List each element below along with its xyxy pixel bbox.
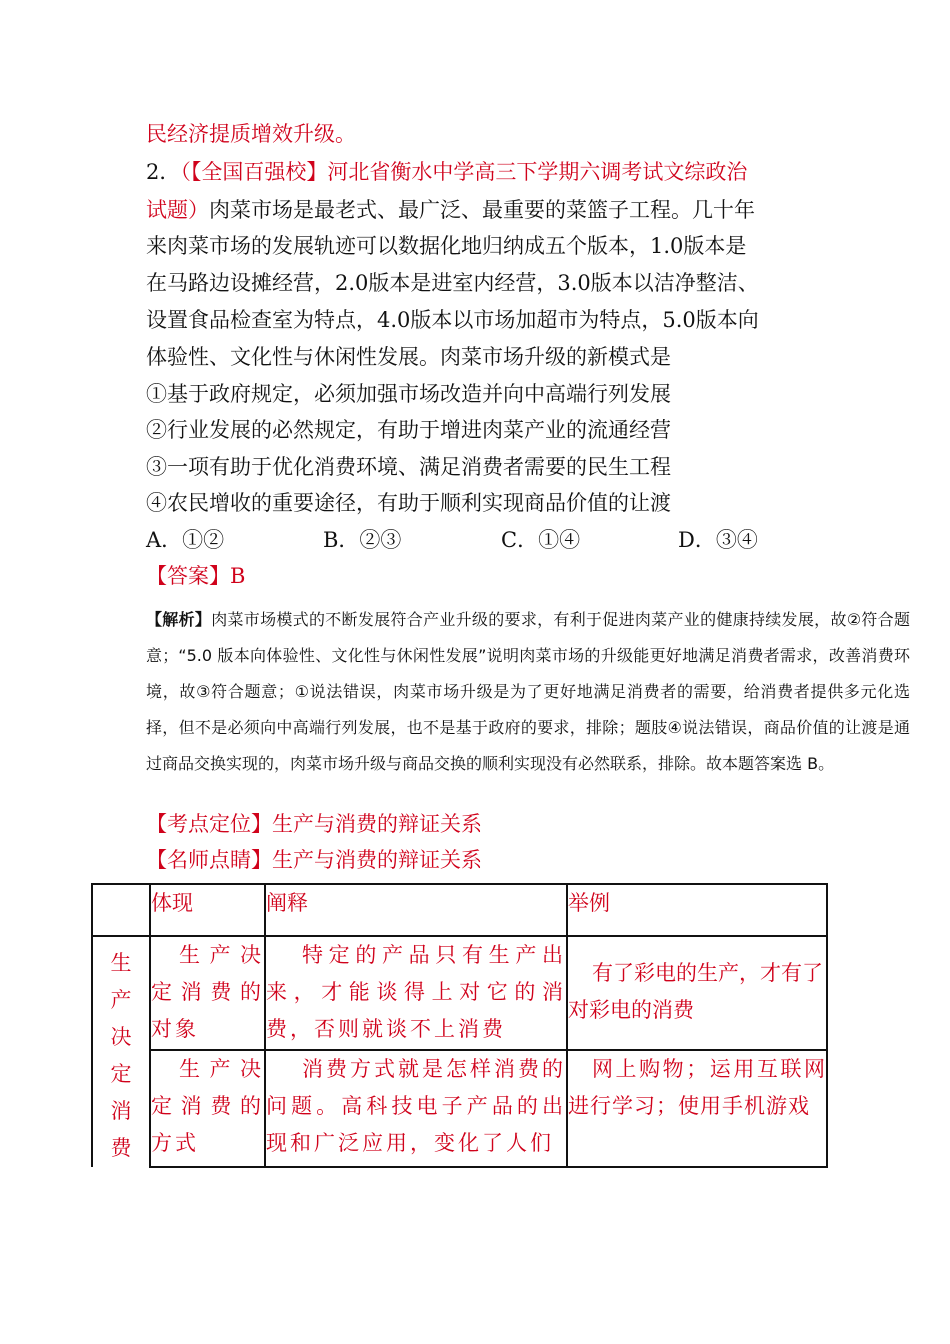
option-c: C．①④ xyxy=(501,528,581,552)
statement-item: ③一项有助于优化消费环境、满足消费者需要的民生工程 xyxy=(146,455,671,479)
header-example: 举例 xyxy=(567,884,827,936)
header-aspect: 体现 xyxy=(150,884,265,936)
question-stem-line: 试题）肉菜市场是最老式、最广泛、最重要的菜篮子工程。几十年 xyxy=(146,198,755,222)
relation-table xyxy=(91,883,828,1168)
answer-value: B xyxy=(230,564,246,588)
statement-item: ②行业发展的必然规定，有助于增进肉菜产业的流通经营 xyxy=(146,418,671,442)
kaodian-label: 【考点定位】 xyxy=(146,812,272,836)
answer-line xyxy=(146,558,245,594)
cell-explain: 特定的产品只有生产出来，才能谈得上对它的消费，否则就谈不上消费 xyxy=(265,936,567,1050)
table-row xyxy=(92,1050,827,1167)
statement-item: ④农民增收的重要途径，有助于顺利实现商品价值的让渡 xyxy=(146,491,671,515)
question-header xyxy=(146,154,747,190)
question-number: 2． xyxy=(146,160,181,184)
group-label: 生 产 决 定 消 费 xyxy=(92,936,150,1167)
mingshi-label: 【名师点睛】 xyxy=(146,848,272,872)
header-blank xyxy=(92,884,150,936)
question-stem-line: 来肉菜市场的发展轨迹可以数据化地归纳成五个版本，1.0版本是 xyxy=(146,234,747,258)
statement-item: ①基于政府规定，必须加强市场改造并向中高端行列发展 xyxy=(146,382,671,406)
cell-example: 网上购物；运用互联网进行学习；使用手机游戏 xyxy=(567,1050,827,1167)
option-d: D．③④ xyxy=(678,528,758,552)
mingshi-value: 生产与消费的辩证关系 xyxy=(272,848,482,872)
mingshi-line xyxy=(146,842,482,878)
previous-line: 民经济提质增效升级。 xyxy=(146,122,356,146)
cell-example: 有了彩电的生产，才有了对彩电的消费 xyxy=(567,936,827,1050)
analysis-label: 【解析】 xyxy=(146,610,212,629)
kaodian-line xyxy=(146,806,482,842)
question-stem-line: 设置食品检查室为特点，4.0版本以市场加超市为特点，5.0版本向 xyxy=(146,308,759,332)
table-row xyxy=(92,936,827,1050)
table-header-row xyxy=(92,884,827,936)
option-b: B．②③ xyxy=(323,528,402,552)
cell-aspect: 生产决定消费的方式 xyxy=(150,1050,265,1167)
question-stem-line: 在马路边设摊经营，2.0版本是进室内经营，3.0版本以洁净整洁、 xyxy=(146,271,759,295)
header-explain: 阐释 xyxy=(265,884,567,936)
question-source: （【全国百强校】河北省衡水中学高三下学期六调考试文综政治 xyxy=(180,160,748,184)
cell-explain: 消费方式就是怎样消费的问题。高科技电子产品的出现和广泛应用，变化了人们 xyxy=(265,1050,567,1167)
kaodian-value: 生产与消费的辩证关系 xyxy=(272,812,482,836)
cell-aspect: 生产决定消费的对象 xyxy=(150,936,265,1050)
question-stem-line: 体验性、文化性与休闲性发展。肉菜市场升级的新模式是 xyxy=(146,345,671,369)
answer-label: 【答案】 xyxy=(146,564,230,588)
question-source-end: 试题） xyxy=(146,198,209,222)
analysis-paragraph xyxy=(146,602,910,782)
option-a: A．①② xyxy=(146,528,225,552)
analysis-text: 肉菜市场模式的不断发展符合产业升级的要求，有利于促进肉菜产业的健康持续发展，故②符合题意；“5.0 版本向体验性、文化性与休闲性发展”说明肉菜市场的升级能更好地满足消费者需求，改善消费环境，故③符合题意；①说法错误，肉菜市场升级是为了更好地满足消费者的需要，给消费者提供多元化选择，但不是必须向中高端行列发展，也不是基于政府的要求，排除；题肢④说法错误，商品价值的让渡是通过商品交换实现的，肉菜市场升级与商品交换的顺利实现没有必然联系，排除。故本题答案选 B。 xyxy=(146,610,910,773)
